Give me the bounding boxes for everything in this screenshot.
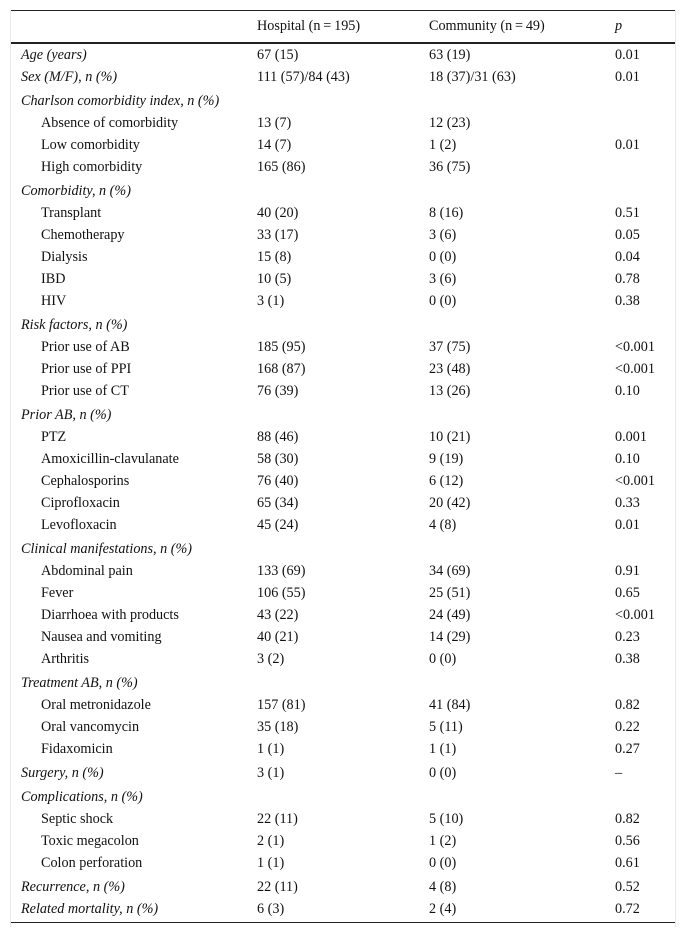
hospital-value: 10 (5) bbox=[257, 270, 292, 287]
p-value: 0.01 bbox=[615, 46, 640, 63]
table-row bbox=[11, 604, 675, 626]
community-value: 24 (49) bbox=[429, 606, 471, 623]
table-row bbox=[11, 514, 675, 536]
hospital-value: 185 (95) bbox=[257, 338, 306, 355]
row-label: Arthritis bbox=[41, 650, 90, 667]
header-hospital: Hospital (n = 195) bbox=[257, 11, 429, 43]
row-label: Septic shock bbox=[41, 810, 114, 827]
p-value: <0.001 bbox=[615, 472, 655, 489]
row-label: Prior use of PPI bbox=[41, 360, 132, 377]
p-value: 0.65 bbox=[615, 584, 640, 601]
empty-cell bbox=[257, 784, 675, 808]
hospital-value: 6 (3) bbox=[257, 898, 429, 923]
row-label: Amoxicillin-clavulanate bbox=[41, 450, 179, 467]
hospital-value: 35 (18) bbox=[257, 718, 299, 735]
table-row bbox=[11, 380, 675, 402]
p-value: 0.56 bbox=[615, 832, 640, 849]
empty-cell bbox=[257, 402, 675, 426]
p-value: 0.10 bbox=[615, 382, 640, 399]
hospital-value: 13 (7) bbox=[257, 114, 292, 131]
row-label: Risk factors, n (%) bbox=[21, 316, 128, 333]
hospital-value: 67 (15) bbox=[257, 46, 299, 63]
p-value bbox=[615, 112, 675, 134]
p-value: 0.72 bbox=[615, 898, 675, 923]
empty-cell bbox=[257, 536, 675, 560]
p-value: 0.01 bbox=[615, 68, 640, 85]
table-row bbox=[11, 648, 675, 670]
hospital-value: 14 (7) bbox=[257, 136, 292, 153]
table-header-row bbox=[11, 11, 675, 43]
p-value: 0.78 bbox=[615, 270, 640, 287]
row-label: Diarrhoea with products bbox=[41, 606, 179, 623]
row-label: Chemotherapy bbox=[41, 226, 125, 243]
table-row bbox=[11, 268, 675, 290]
community-value: 5 (10) bbox=[429, 810, 464, 827]
hospital-value: 22 (11) bbox=[257, 810, 298, 827]
table-row bbox=[11, 43, 675, 66]
header-community: Community (n = 49) bbox=[429, 11, 615, 43]
header-blank bbox=[11, 11, 257, 43]
table-row bbox=[11, 224, 675, 246]
community-value: 18 (37)/31 (63) bbox=[429, 68, 516, 85]
table-row bbox=[11, 202, 675, 224]
p-value: 0.01 bbox=[615, 136, 640, 153]
p-value: 0.52 bbox=[615, 878, 640, 895]
p-value: 0.05 bbox=[615, 226, 640, 243]
p-value: 0.51 bbox=[615, 204, 640, 221]
empty-cell bbox=[257, 312, 675, 336]
community-value: 0 (0) bbox=[429, 248, 457, 265]
hospital-value: 76 (39) bbox=[257, 382, 299, 399]
hospital-value: 3 (1) bbox=[257, 292, 285, 309]
community-value: 10 (21) bbox=[429, 428, 471, 445]
row-label: Recurrence, n (%) bbox=[21, 878, 125, 895]
hospital-value: 1 (1) bbox=[257, 740, 285, 757]
empty-cell bbox=[257, 178, 675, 202]
row-label: Clinical manifestations, n (%) bbox=[21, 540, 193, 557]
p-value: 0.33 bbox=[615, 494, 640, 511]
row-label: Levofloxacin bbox=[41, 516, 117, 533]
row-label: Sex (M/F), n (%) bbox=[21, 68, 118, 85]
row-label: Prior use of AB bbox=[41, 338, 130, 355]
row-label: Ciprofloxacin bbox=[41, 494, 120, 511]
hospital-value: 165 (86) bbox=[257, 158, 306, 175]
hospital-value: 168 (87) bbox=[257, 360, 306, 377]
row-label: PTZ bbox=[41, 428, 67, 445]
community-value: 25 (51) bbox=[429, 584, 471, 601]
community-value: 13 (26) bbox=[429, 382, 471, 399]
row-label: Surgery, n (%) bbox=[21, 764, 104, 781]
row-label: HIV bbox=[41, 292, 67, 309]
table-row bbox=[11, 66, 675, 88]
p-value: 0.01 bbox=[615, 516, 640, 533]
p-value: 0.22 bbox=[615, 718, 640, 735]
community-value: 63 (19) bbox=[429, 46, 471, 63]
empty-cell bbox=[257, 670, 675, 694]
table-row bbox=[11, 874, 675, 898]
section-header-row bbox=[11, 178, 675, 202]
p-value: <0.001 bbox=[615, 606, 655, 623]
community-value: 0 (0) bbox=[429, 764, 457, 781]
section-header-row bbox=[11, 536, 675, 560]
table-row bbox=[11, 830, 675, 852]
p-value: 0.91 bbox=[615, 562, 640, 579]
table-row bbox=[11, 336, 675, 358]
community-value: 9 (19) bbox=[429, 450, 464, 467]
hospital-value: 133 (69) bbox=[257, 562, 306, 579]
table-body bbox=[11, 43, 675, 923]
row-label: Colon perforation bbox=[41, 854, 143, 871]
community-value: 14 (29) bbox=[429, 628, 471, 645]
p-value: 0.10 bbox=[615, 450, 640, 467]
community-value: 1 (1) bbox=[429, 740, 457, 757]
table-row bbox=[11, 156, 675, 178]
community-value: 0 (0) bbox=[429, 650, 457, 667]
hospital-value: 157 (81) bbox=[257, 696, 306, 713]
community-value: 1 (2) bbox=[429, 832, 457, 849]
community-value: 0 (0) bbox=[429, 854, 457, 871]
p-value: 0.82 bbox=[615, 696, 640, 713]
community-value: 0 (0) bbox=[429, 292, 457, 309]
community-value: 37 (75) bbox=[429, 338, 471, 355]
table-row bbox=[11, 470, 675, 492]
community-value: 12 (23) bbox=[429, 114, 471, 131]
table-row bbox=[11, 358, 675, 380]
community-value: 41 (84) bbox=[429, 696, 471, 713]
community-value: 3 (6) bbox=[429, 226, 457, 243]
row-label: Age (years) bbox=[21, 46, 87, 63]
table-row bbox=[11, 492, 675, 514]
p-value: 0.82 bbox=[615, 810, 640, 827]
table-row bbox=[11, 694, 675, 716]
hospital-value: 2 (1) bbox=[257, 832, 285, 849]
table-row bbox=[11, 426, 675, 448]
table-row bbox=[11, 246, 675, 268]
community-value: 2 (4) bbox=[429, 898, 615, 923]
table-row bbox=[11, 808, 675, 830]
row-label: Related mortality, n (%) bbox=[11, 898, 257, 923]
row-label: Toxic megacolon bbox=[41, 832, 139, 849]
hospital-value: 33 (17) bbox=[257, 226, 299, 243]
row-label: Abdominal pain bbox=[41, 562, 133, 579]
row-label: Absence of comorbidity bbox=[41, 114, 179, 131]
community-value: 1 (2) bbox=[429, 136, 457, 153]
row-label: Fidaxomicin bbox=[41, 740, 113, 757]
table-row bbox=[11, 760, 675, 784]
row-label: Treatment AB, n (%) bbox=[21, 674, 138, 691]
hospital-value: 76 (40) bbox=[257, 472, 299, 489]
hospital-value: 22 (11) bbox=[257, 878, 298, 895]
hospital-value: 106 (55) bbox=[257, 584, 306, 601]
hospital-value: 3 (2) bbox=[257, 650, 285, 667]
community-value: 36 (75) bbox=[429, 158, 471, 175]
table-row bbox=[11, 582, 675, 604]
table-frame bbox=[10, 10, 676, 927]
section-header-row bbox=[11, 670, 675, 694]
hospital-value: 58 (30) bbox=[257, 450, 299, 467]
hospital-value: 111 (57)/84 (43) bbox=[257, 68, 350, 85]
community-value: 3 (6) bbox=[429, 270, 457, 287]
row-label: Oral vancomycin bbox=[41, 718, 140, 735]
p-value: <0.001 bbox=[615, 360, 655, 377]
row-label: Cephalosporins bbox=[41, 472, 130, 489]
p-value: 0.61 bbox=[615, 854, 640, 871]
community-value: 34 (69) bbox=[429, 562, 471, 579]
header-p-value: p bbox=[615, 11, 675, 43]
row-label: IBD bbox=[41, 270, 66, 287]
row-label: Nausea and vomiting bbox=[41, 628, 162, 645]
row-label: Dialysis bbox=[41, 248, 88, 265]
section-header-row bbox=[11, 312, 675, 336]
p-value: 0.27 bbox=[615, 740, 640, 757]
hospital-value: 1 (1) bbox=[257, 854, 285, 871]
hospital-value: 88 (46) bbox=[257, 428, 299, 445]
community-value: 4 (8) bbox=[429, 878, 457, 895]
hospital-value: 65 (34) bbox=[257, 494, 299, 511]
table-row bbox=[11, 626, 675, 648]
empty-cell bbox=[257, 88, 675, 112]
community-value: 8 (16) bbox=[429, 204, 464, 221]
row-label: Comorbidity, n (%) bbox=[21, 182, 131, 199]
hospital-value: 45 (24) bbox=[257, 516, 299, 533]
community-value: 20 (42) bbox=[429, 494, 471, 511]
table-row bbox=[11, 112, 675, 134]
row-label: Charlson comorbidity index, n (%) bbox=[21, 92, 220, 109]
community-value: 6 (12) bbox=[429, 472, 464, 489]
row-label: Transplant bbox=[41, 204, 102, 221]
p-value: 0.38 bbox=[615, 650, 640, 667]
row-label: Complications, n (%) bbox=[21, 788, 143, 805]
p-value: 0.001 bbox=[615, 428, 647, 445]
table-row bbox=[11, 716, 675, 738]
hospital-value: 15 (8) bbox=[257, 248, 292, 265]
hospital-value: 40 (21) bbox=[257, 628, 299, 645]
p-value: 0.04 bbox=[615, 248, 640, 265]
table-row bbox=[11, 852, 675, 874]
row-label: Prior use of CT bbox=[41, 382, 129, 399]
p-value: – bbox=[615, 764, 623, 781]
hospital-value: 40 (20) bbox=[257, 204, 299, 221]
row-label: Oral metronidazole bbox=[41, 696, 151, 713]
table-row bbox=[11, 738, 675, 760]
row-label: Low comorbidity bbox=[41, 136, 140, 153]
hospital-value: 3 (1) bbox=[257, 764, 285, 781]
row-label: High comorbidity bbox=[41, 158, 143, 175]
row-label: Fever bbox=[41, 584, 74, 601]
p-value: 0.23 bbox=[615, 628, 640, 645]
table-row bbox=[11, 898, 675, 923]
community-value: 5 (11) bbox=[429, 718, 463, 735]
section-header-row bbox=[11, 784, 675, 808]
community-value: 4 (8) bbox=[429, 516, 457, 533]
row-label: Prior AB, n (%) bbox=[21, 406, 112, 423]
p-value: 0.38 bbox=[615, 292, 640, 309]
table-row bbox=[11, 560, 675, 582]
table-row bbox=[11, 448, 675, 470]
section-header-row bbox=[11, 88, 675, 112]
table-row bbox=[11, 134, 675, 156]
p-value: <0.001 bbox=[615, 338, 655, 355]
table-row bbox=[11, 290, 675, 312]
comparison-table bbox=[11, 10, 675, 923]
section-header-row bbox=[11, 402, 675, 426]
community-value: 23 (48) bbox=[429, 360, 471, 377]
p-value bbox=[615, 156, 675, 178]
hospital-value: 43 (22) bbox=[257, 606, 299, 623]
